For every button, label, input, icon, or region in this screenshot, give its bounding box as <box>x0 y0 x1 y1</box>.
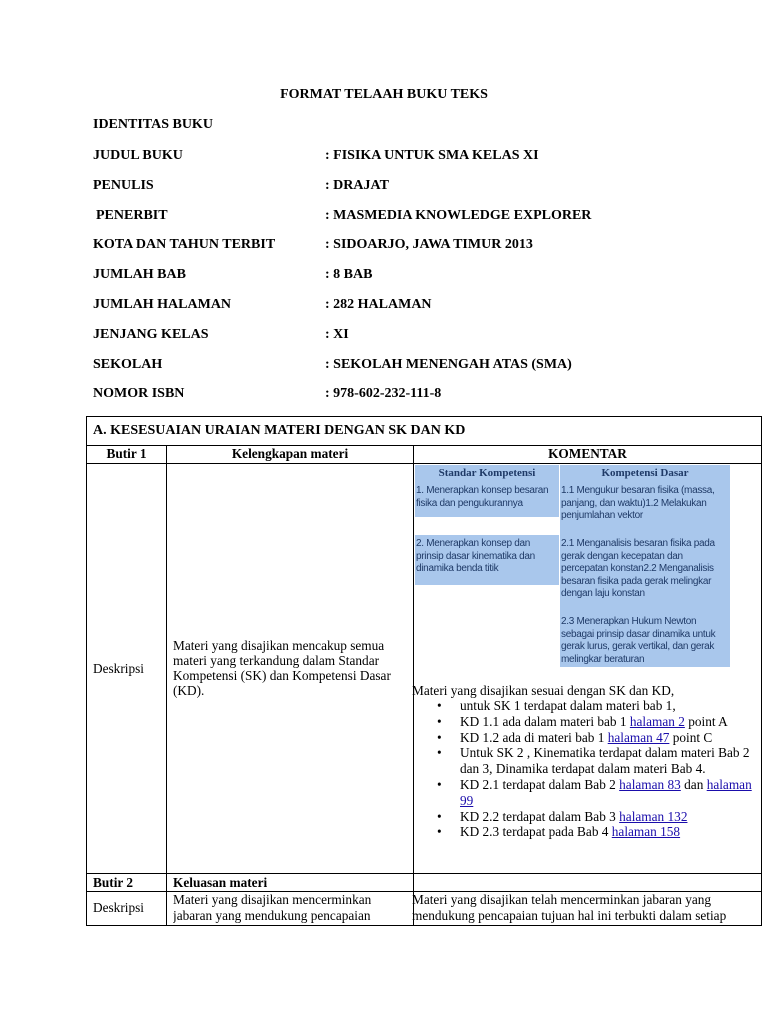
identity-label: PENERBIT <box>96 208 168 223</box>
col-header-butir: Butir 1 <box>106 446 147 461</box>
identity-value: : 282 HALAMAN <box>325 297 432 312</box>
image-blank-cell <box>415 517 559 535</box>
bullet-text: KD 2.1 terdapat dalam Bab 2 <box>460 776 620 792</box>
row-label-deskripsi: Deskripsi <box>93 661 144 676</box>
identity-label: KOTA DAN TAHUN TERBIT <box>93 237 276 252</box>
list-item <box>412 745 762 777</box>
row1-comment-intro: Materi yang disajikan sesuai dengan SK dan KD, <box>412 683 675 698</box>
page-link[interactable]: halaman 2 <box>629 713 685 729</box>
row2-description: Materi yang disajikan mencerminkan jabaran yang mendukung pencapaian <box>173 892 372 923</box>
identity-label: SEKOLAH <box>93 357 163 372</box>
col-header-komentar: KOMENTAR <box>548 446 627 461</box>
table-border-left <box>86 416 87 926</box>
table-border-top <box>86 416 762 417</box>
image-blank-cell <box>415 585 559 667</box>
list-item <box>412 698 762 714</box>
identity-heading: IDENTITAS BUKU <box>93 117 213 132</box>
identity-label: NOMOR ISBN <box>93 386 185 401</box>
bullet-text: KD 2.3 terdapat pada Bab 4 <box>460 824 612 840</box>
identity-value: : SEKOLAH MENENGAH ATAS (SMA) <box>325 357 572 372</box>
identity-label: PENULIS <box>93 178 154 193</box>
identity-value: : MASMEDIA KNOWLEDGE EXPLORER <box>325 208 592 223</box>
bullet-text: Untuk SK 2 , Kinematika terdapat dalam materi Bab 2 dan 3, Dinamika terdapat dalam materi Bab 4. <box>460 745 750 777</box>
list-item <box>412 730 762 746</box>
table-section-title: A. KESESUAIAN URAIAN MATERI DENGAN SK DAN KD <box>93 423 466 438</box>
image-header-kd: Kompetensi Dasar <box>601 467 689 479</box>
page-link[interactable]: halaman 132 <box>619 808 688 824</box>
image-sk2: 2. Menerapkan konsep dan prinsip dasar kinematika dan dinamika benda titik <box>416 538 535 574</box>
table-rule <box>86 873 762 874</box>
bullet-text: dan <box>680 776 707 792</box>
list-item <box>412 824 762 840</box>
col-header-kelengkapan: Kelengkapan materi <box>231 446 349 461</box>
page-link[interactable]: halaman 158 <box>611 824 681 840</box>
image-sk1: 1. Menerapkan konsep besaran fisika dan pengukurannya <box>416 485 549 509</box>
identity-label: JENJANG KELAS <box>93 327 209 342</box>
bullet-text: KD 2.2 terdapat dalam Bab 3 <box>460 808 620 824</box>
page-link[interactable]: halaman 83 <box>619 776 681 792</box>
image-header-sk: Standar Kompetensi <box>438 467 536 479</box>
bullet-text: untuk SK 1 terdapat dalam materi bab 1, <box>460 698 676 713</box>
identity-value: : DRAJAT <box>325 178 389 193</box>
identity-value: : 8 BAB <box>325 267 373 282</box>
row2-comment: Materi yang disajikan telah mencerminkan jabaran yang mendukung pencapaian tujuan hal ini terbukti dalam setiap <box>412 892 727 923</box>
identity-value: : 978-602-232-111-8 <box>325 386 442 401</box>
image-kd1: 1.1 Mengukur besaran fisika (massa, panjang, dan waktu)1.2 Melakukan penjumlahan vektor <box>561 485 715 521</box>
kd-bullet-list <box>412 698 762 840</box>
row2-header: Keluasan materi <box>173 875 268 890</box>
table-border-bottom <box>86 925 762 926</box>
identity-value: : FISIKA UNTUK SMA KELAS XI <box>325 148 539 163</box>
table-border-right <box>761 416 762 926</box>
page-title: FORMAT TELAAH BUKU TEKS <box>280 87 488 102</box>
identity-label: JUMLAH BAB <box>93 267 186 282</box>
bullet-text: KD 1.2 ada di materi bab 1 <box>460 729 608 745</box>
identity-value: : SIDOARJO, JAWA TIMUR 2013 <box>325 237 533 252</box>
sk-kd-table-image <box>415 465 730 667</box>
image-kd3: 2.3 Menerapkan Hukum Newton sebagai prinsip dasar dinamika untuk gerak lurus, gerak vertikal, dan gerak melingkar beraturan <box>561 616 716 665</box>
identity-label: JUDUL BUKU <box>93 148 183 163</box>
page-link[interactable]: halaman 99 <box>460 776 752 808</box>
identity-value: : XI <box>325 327 349 342</box>
bullet-text: KD 1.1 ada dalam materi bab 1 <box>460 713 630 729</box>
table-col-divider <box>166 445 167 926</box>
bullet-text: point C <box>669 729 713 745</box>
table-rule <box>86 463 762 464</box>
image-kd2: 2.1 Menganalisis besaran fisika pada gerak dengan kecepatan dan percepatan konstan2.2 Menganalisis besaran fisika pada gerak melingkar dengan laju konstan <box>561 538 715 599</box>
image-divider <box>559 465 560 667</box>
list-item <box>412 809 762 825</box>
list-item <box>412 714 762 730</box>
page-link[interactable]: halaman 47 <box>607 729 670 745</box>
identity-label: JUMLAH HALAMAN <box>93 297 232 312</box>
row1-description: Materi yang disajikan mencakup semua materi yang terkandung dalam Standar Kompetensi (SK) dan Kompetensi Dasar (KD). <box>173 638 391 698</box>
bullet-text: point A <box>684 713 728 729</box>
list-item <box>412 777 762 809</box>
row2-butir: Butir 2 <box>93 875 134 890</box>
row2-label-deskripsi: Deskripsi <box>93 900 144 915</box>
